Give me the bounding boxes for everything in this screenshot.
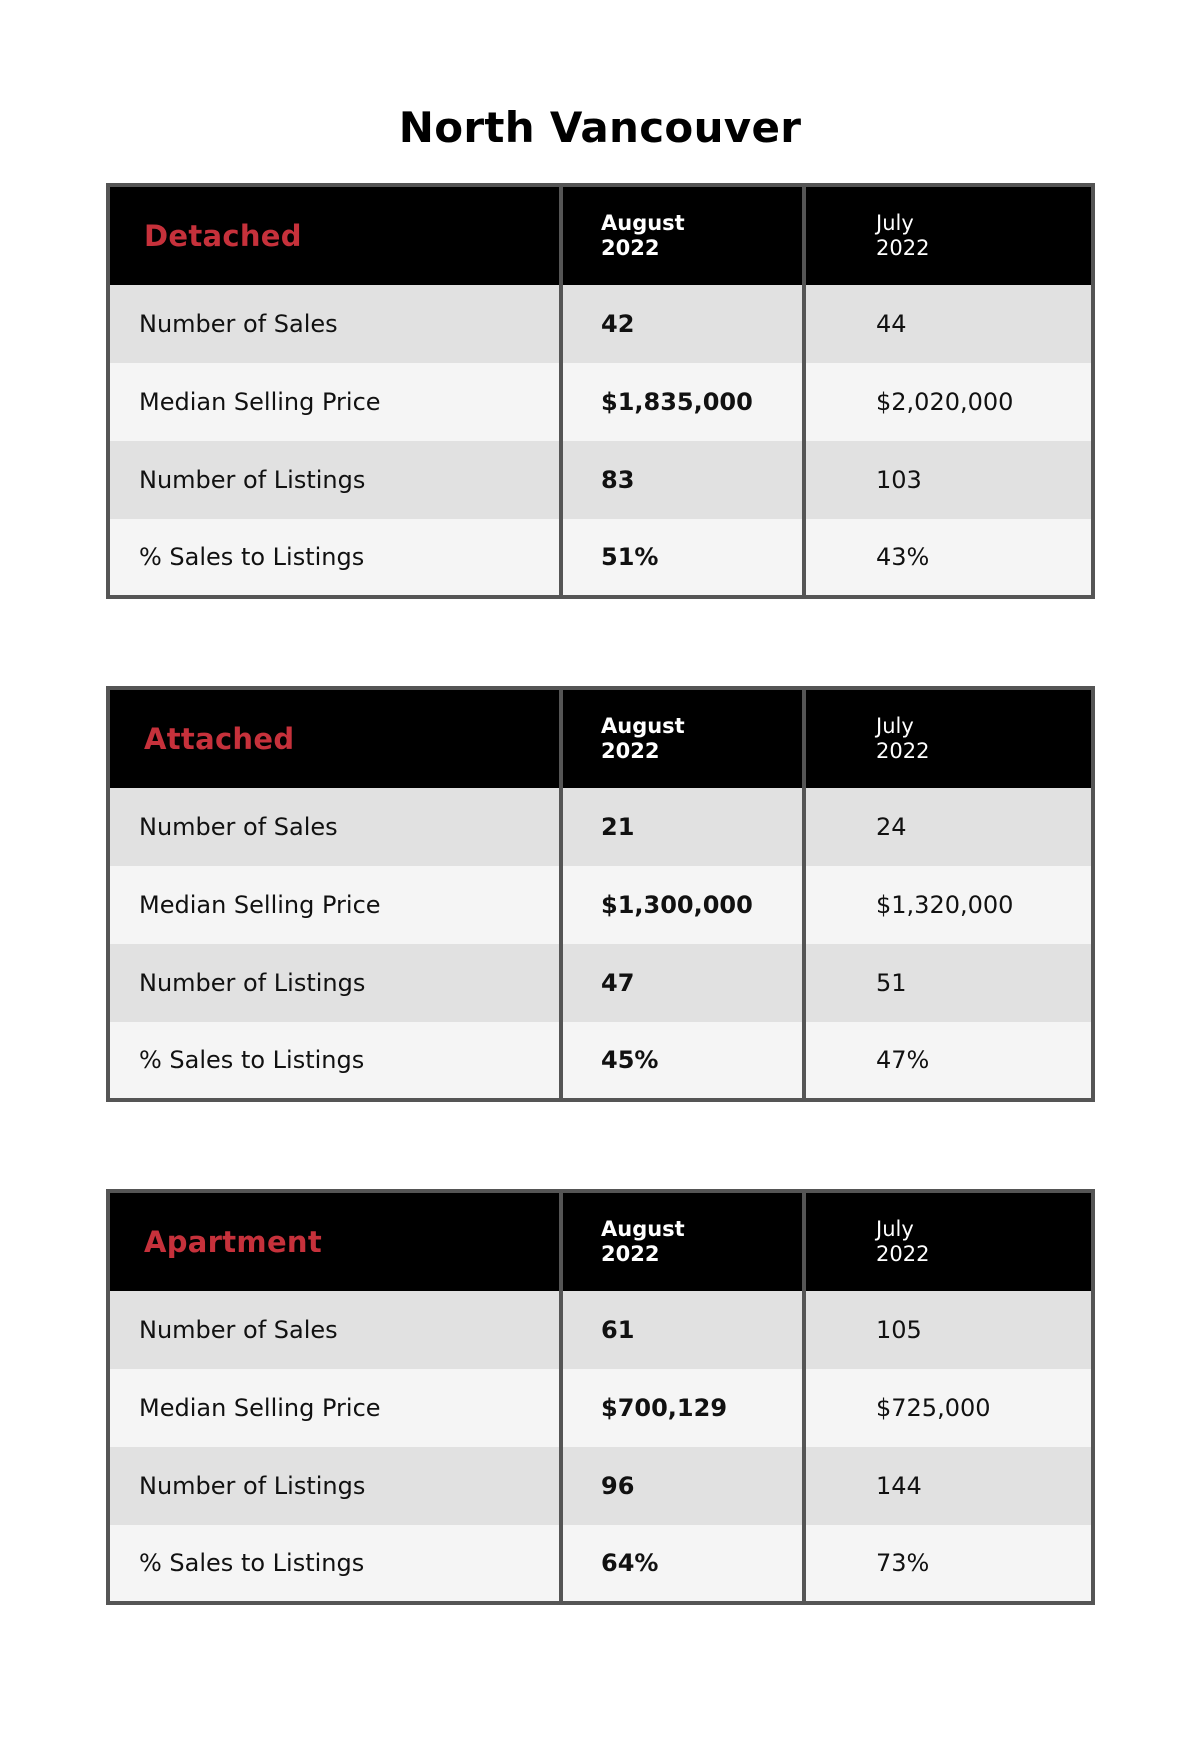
previous-value: $2,020,000 — [804, 363, 1093, 441]
previous-value: 44 — [804, 285, 1093, 363]
table-row — [108, 1291, 1093, 1369]
metric-label: Median Selling Price — [108, 1369, 561, 1447]
metric-label: Number of Sales — [108, 285, 561, 363]
current-period-month: August — [601, 211, 685, 235]
previous-value: 105 — [804, 1291, 1093, 1369]
current-period-heading — [561, 1191, 804, 1291]
current-value: 64% — [561, 1525, 804, 1603]
metric-label: Median Selling Price — [108, 363, 561, 441]
table-row — [108, 519, 1093, 597]
current-value: 21 — [561, 788, 804, 866]
previous-value: 47% — [804, 1022, 1093, 1100]
previous-value: 43% — [804, 519, 1093, 597]
previous-value: 144 — [804, 1447, 1093, 1525]
stats-tables — [106, 183, 1091, 1692]
metric-label: % Sales to Listings — [108, 1022, 561, 1100]
current-value: $1,300,000 — [561, 866, 804, 944]
metric-label: % Sales to Listings — [108, 519, 561, 597]
previous-period-heading — [804, 1191, 1093, 1291]
previous-value: 51 — [804, 944, 1093, 1022]
table-row — [108, 944, 1093, 1022]
table-row — [108, 1369, 1093, 1447]
metric-label: Number of Sales — [108, 1291, 561, 1369]
current-value: 96 — [561, 1447, 804, 1525]
stats-table-detached — [106, 183, 1095, 599]
table-header-row — [108, 1191, 1093, 1291]
current-period-month: August — [601, 1217, 685, 1241]
metric-label: Number of Listings — [108, 944, 561, 1022]
table-row — [108, 1022, 1093, 1100]
metric-label: Number of Listings — [108, 441, 561, 519]
table-row — [108, 363, 1093, 441]
current-period-heading — [561, 185, 804, 285]
metric-label: % Sales to Listings — [108, 1525, 561, 1603]
metric-label: Number of Listings — [108, 1447, 561, 1525]
current-period-heading — [561, 688, 804, 788]
current-value: 45% — [561, 1022, 804, 1100]
current-value: 83 — [561, 441, 804, 519]
current-value: 61 — [561, 1291, 804, 1369]
current-value: 51% — [561, 519, 804, 597]
table-row — [108, 1525, 1093, 1603]
current-value: $1,835,000 — [561, 363, 804, 441]
stats-table-apartment — [106, 1189, 1095, 1605]
table-row — [108, 866, 1093, 944]
previous-period-month: July — [876, 211, 914, 235]
table-row — [108, 1447, 1093, 1525]
current-period-year: 2022 — [601, 1242, 660, 1266]
previous-value: $725,000 — [804, 1369, 1093, 1447]
current-value: 47 — [561, 944, 804, 1022]
metric-label: Median Selling Price — [108, 866, 561, 944]
table-row — [108, 441, 1093, 519]
category-heading: Detached — [108, 185, 561, 285]
table-row — [108, 788, 1093, 866]
category-heading: Apartment — [108, 1191, 561, 1291]
previous-value: 103 — [804, 441, 1093, 519]
table-header-row — [108, 185, 1093, 285]
previous-value: $1,320,000 — [804, 866, 1093, 944]
previous-value: 24 — [804, 788, 1093, 866]
metric-label: Number of Sales — [108, 788, 561, 866]
table-header-row — [108, 688, 1093, 788]
table-row — [108, 285, 1093, 363]
current-value: 42 — [561, 285, 804, 363]
category-heading: Attached — [108, 688, 561, 788]
previous-period-month: July — [876, 714, 914, 738]
stats-table-attached — [106, 686, 1095, 1102]
previous-period-heading — [804, 688, 1093, 788]
previous-period-heading — [804, 185, 1093, 285]
current-period-year: 2022 — [601, 236, 660, 260]
previous-period-year: 2022 — [876, 739, 930, 763]
previous-period-month: July — [876, 1217, 914, 1241]
previous-period-year: 2022 — [876, 236, 930, 260]
page-title: North Vancouver — [398, 103, 802, 153]
current-value: $700,129 — [561, 1369, 804, 1447]
current-period-year: 2022 — [601, 739, 660, 763]
previous-value: 73% — [804, 1525, 1093, 1603]
current-period-month: August — [601, 714, 685, 738]
previous-period-year: 2022 — [876, 1242, 930, 1266]
